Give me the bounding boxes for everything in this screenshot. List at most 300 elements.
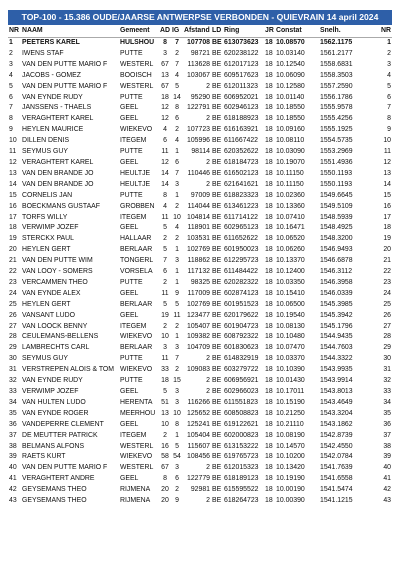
cell-constat: 10.11150 xyxy=(276,180,304,188)
cell-naam: VERAGHTERT KAREL xyxy=(22,158,94,166)
table-row xyxy=(8,202,392,213)
cell-ring: 612017123 xyxy=(224,60,259,68)
cell-ld: BE xyxy=(212,355,222,363)
cell-ring: 602965123 xyxy=(224,224,259,232)
cell-jr: 18 xyxy=(265,497,273,505)
cell-ld: BE xyxy=(212,497,222,505)
cell-jr: 18 xyxy=(265,202,273,210)
cell-gemeente: GEEL xyxy=(120,115,139,123)
cell-ig: 1 xyxy=(175,431,179,439)
cell-nr: 11 xyxy=(9,148,17,156)
cell-naam: CORNELIS JAN xyxy=(22,191,73,199)
cell-ring: 618188923 xyxy=(224,115,259,123)
cell-afstand: 2 xyxy=(206,464,210,472)
cell-naam: LAMBRECHTS CARL xyxy=(22,344,90,352)
cell-nr: 17 xyxy=(9,213,17,221)
cell-nr-right: 34 xyxy=(383,398,391,406)
cell-afstand: 108456 xyxy=(187,453,210,461)
cell-jr: 18 xyxy=(265,311,273,319)
cell-naam: VERWIMP JOZEF xyxy=(22,388,79,395)
cell-afstand: 122779 xyxy=(187,475,210,483)
cell-afstand: 2 xyxy=(206,355,210,363)
cell-ad: 14 xyxy=(161,169,169,177)
cell-nr: 37 xyxy=(9,431,17,439)
cell-jr: 18 xyxy=(265,235,273,243)
cell-jr: 18 xyxy=(265,388,273,395)
cell-gemeente: HULSHOU xyxy=(120,39,155,46)
table-row xyxy=(8,398,392,409)
cell-afstand: 2 xyxy=(206,158,210,166)
cell-afstand: 105407 xyxy=(187,322,210,330)
cell-afstand: 102769 xyxy=(187,300,210,308)
cell-ig: 2 xyxy=(175,486,179,494)
cell-nr-right: 16 xyxy=(383,202,391,210)
cell-nr: 42 xyxy=(9,486,17,494)
cell-ring: 601950023 xyxy=(224,246,259,254)
cell-naam: VAN DEN BRANDE JO xyxy=(22,180,94,188)
cell-ad: 14 xyxy=(161,180,169,188)
cell-ld: BE xyxy=(212,180,222,188)
cell-gemeente: WESTERL xyxy=(120,82,154,90)
cell-ad: 4 xyxy=(163,202,167,210)
cell-nr-right: 17 xyxy=(383,213,391,221)
cell-nr: 21 xyxy=(9,257,17,265)
cell-jr: 18 xyxy=(265,409,273,417)
cell-naam: HEYLEN GERT xyxy=(22,246,71,254)
cell-gemeente: WIEKEVO xyxy=(120,366,153,374)
cell-snelheid: 1551.4936 xyxy=(320,158,353,166)
cell-nr-right: 6 xyxy=(387,93,391,101)
table-row xyxy=(8,114,392,125)
cell-gemeente: ITEGEM xyxy=(120,322,147,330)
cell-ring: 611667422 xyxy=(224,137,258,145)
cell-nr-right: 31 xyxy=(383,366,391,374)
cell-ad: 7 xyxy=(163,257,167,265)
cell-snelheid: 1541.1215 xyxy=(320,497,353,505)
cell-jr: 18 xyxy=(265,191,273,199)
table-row xyxy=(8,191,392,202)
cell-constat: 10.13370 xyxy=(276,257,305,265)
cell-nr-right: 28 xyxy=(383,333,391,341)
cell-afstand: 103067 xyxy=(187,71,210,79)
cell-nr-right: 38 xyxy=(383,442,391,450)
cell-ring: 606952021 xyxy=(224,93,259,101)
cell-ig: 8 xyxy=(175,420,179,428)
cell-nr: 24 xyxy=(9,289,17,297)
cell-ad: 67 xyxy=(161,464,169,472)
cell-jr: 18 xyxy=(265,104,273,112)
cell-snelheid: 1543.4649 xyxy=(320,398,353,406)
cell-naam: VAN EYNDE ALEX xyxy=(22,289,81,297)
cell-nr-right: 30 xyxy=(383,355,391,363)
cell-gemeente: GEEL xyxy=(120,475,139,483)
cell-gemeente: PUTTE xyxy=(120,148,143,156)
cell-snelheid: 1546.3112 xyxy=(320,268,353,276)
cell-ld: BE xyxy=(212,442,222,450)
cell-ad: 18 xyxy=(161,93,169,101)
cell-snelheid: 1548.5939 xyxy=(320,213,353,221)
cell-constat: 10.13360 xyxy=(276,202,305,210)
cell-nr: 38 xyxy=(9,442,17,450)
cell-snelheid: 1545.3985 xyxy=(320,300,353,308)
table-row xyxy=(8,442,392,453)
cell-ring: 618823323 xyxy=(224,191,259,199)
cell-jr: 18 xyxy=(265,268,273,276)
cell-snelheid: 1554.5735 xyxy=(320,137,353,145)
cell-ld: BE xyxy=(212,268,222,276)
cell-snelheid: 1542.0784 xyxy=(320,453,353,461)
cell-ad: 2 xyxy=(163,235,167,243)
table-row xyxy=(8,463,392,474)
cell-gemeente: ITEGEM xyxy=(120,213,147,221)
cell-ad: 67 xyxy=(161,60,169,68)
cell-ld: BE xyxy=(212,39,222,46)
cell-jr: 18 xyxy=(265,464,273,472)
cell-ring: 602000823 xyxy=(224,431,259,439)
cell-ld: BE xyxy=(212,82,222,90)
cell-ld: BE xyxy=(212,104,222,112)
cell-snelheid: 1545.1796 xyxy=(320,322,353,330)
cell-snelheid: 1544.3322 xyxy=(320,355,353,363)
cell-ig: 5 xyxy=(175,300,179,308)
cell-nr: 33 xyxy=(9,388,17,395)
cell-nr: 13 xyxy=(9,169,17,177)
cell-snelheid: 1542.4550 xyxy=(320,442,353,450)
cell-ig: 1 xyxy=(175,191,179,199)
cell-gemeente: HEULTJE xyxy=(120,169,151,177)
cell-snelheid: 1555.4256 xyxy=(320,115,353,123)
cell-ad: 6 xyxy=(163,137,167,145)
cell-ld: BE xyxy=(212,235,222,243)
cell-ld: BE xyxy=(212,49,222,57)
cell-ig: 6 xyxy=(175,115,179,123)
cell-ring: 608792322 xyxy=(224,333,259,341)
table-row xyxy=(8,474,392,485)
cell-gemeente: PUTTE xyxy=(120,377,143,385)
cell-nr-right: 10 xyxy=(383,137,391,145)
cell-naam: GEYSEMANS THEO xyxy=(22,497,87,505)
cell-ld: BE xyxy=(212,137,222,145)
cell-constat: 10.12540 xyxy=(276,60,305,68)
cell-nr-right: 41 xyxy=(383,475,391,483)
cell-gemeente: PUTTE xyxy=(120,278,143,286)
cell-afstand: 107708 xyxy=(187,39,210,46)
cell-nr-right: 25 xyxy=(383,300,391,308)
cell-ld: BE xyxy=(212,148,222,156)
cell-ig: 4 xyxy=(175,224,179,232)
cell-ad: 20 xyxy=(161,486,169,494)
cell-naam: VERCAMMEN THEO xyxy=(22,278,88,286)
cell-ig: 2 xyxy=(175,49,179,57)
cell-constat: 10.10200 xyxy=(276,453,305,461)
cell-nr: 35 xyxy=(9,409,17,417)
cell-afstand: 92981 xyxy=(190,486,210,494)
cell-jr: 18 xyxy=(265,115,273,123)
cell-nr-right: 22 xyxy=(383,268,391,276)
cell-ad: 20 xyxy=(161,497,169,505)
cell-nr: 5 xyxy=(9,82,13,90)
cell-nr-right: 4 xyxy=(387,71,391,79)
col-header-ad: AD xyxy=(159,25,171,38)
cell-ring: 602946123 xyxy=(224,104,259,112)
cell-snelheid: 1544.7603 xyxy=(320,344,353,352)
cell-ld: BE xyxy=(212,344,222,352)
cell-nr-right: 20 xyxy=(383,246,391,254)
cell-gemeente: PUTTE xyxy=(120,355,143,363)
cell-nr: 22 xyxy=(9,268,17,276)
cell-naam: VAN EYNDE RUDY xyxy=(22,93,83,101)
cell-constat: 10.08110 xyxy=(276,137,305,145)
cell-jr: 18 xyxy=(265,224,273,232)
cell-nr: 29 xyxy=(9,344,17,352)
cell-ld: BE xyxy=(212,366,222,374)
cell-afstand: 95290 xyxy=(190,93,210,101)
cell-constat: 10.07410 xyxy=(276,213,305,221)
cell-gemeente: HEULTJE xyxy=(120,180,151,188)
cell-afstand: 103531 xyxy=(187,235,210,243)
cell-ig: 8 xyxy=(175,104,179,112)
cell-ig: 54 xyxy=(173,453,181,461)
cell-ld: BE xyxy=(212,246,222,254)
cell-nr-right: 18 xyxy=(383,224,391,232)
cell-constat: 10.08130 xyxy=(276,322,305,330)
cell-jr: 18 xyxy=(265,333,273,341)
cell-nr-right: 8 xyxy=(387,115,391,123)
cell-gemeente: ITEGEM xyxy=(120,137,147,145)
cell-constat: 10.14570 xyxy=(276,442,305,450)
cell-ig: 1 xyxy=(175,246,179,254)
cell-ld: BE xyxy=(212,377,222,385)
cell-gemeente: WESTERL xyxy=(120,464,154,472)
cell-ring: 620282322 xyxy=(224,278,259,286)
cell-ld: BE xyxy=(212,60,222,68)
cell-constat: 10.17011 xyxy=(276,388,305,395)
cell-afstand: 104814 xyxy=(187,213,210,221)
table-row xyxy=(8,387,392,398)
cell-ld: BE xyxy=(212,464,222,472)
cell-ring: 613073623 xyxy=(224,39,259,46)
cell-nr-right: 23 xyxy=(383,278,391,286)
col-header-naam: NAAM xyxy=(21,25,119,38)
cell-snelheid: 1558.3503 xyxy=(320,71,353,79)
cell-ring: 616502123 xyxy=(224,169,259,177)
cell-jr: 18 xyxy=(265,39,273,46)
cell-ad: 2 xyxy=(163,431,167,439)
cell-ad: 12 xyxy=(161,104,169,112)
cell-naam: DILLEN DENIS xyxy=(22,137,70,145)
cell-afstand: 2 xyxy=(206,377,210,385)
cell-ring: 601951523 xyxy=(224,300,259,308)
cell-jr: 18 xyxy=(265,257,273,265)
cell-nr: 7 xyxy=(9,104,13,112)
cell-nr-right: 9 xyxy=(387,126,391,134)
cell-ad: 5 xyxy=(163,300,167,308)
cell-nr: 34 xyxy=(9,398,17,406)
cell-ad: 19 xyxy=(161,311,169,319)
cell-afstand: 118901 xyxy=(187,224,210,232)
cell-nr-right: 19 xyxy=(383,235,391,243)
cell-ring: 612011323 xyxy=(224,82,258,90)
cell-constat: 10.15410 xyxy=(276,289,305,297)
cell-nr: 1 xyxy=(9,39,13,46)
cell-nr: 6 xyxy=(9,93,13,101)
cell-nr: 28 xyxy=(9,333,17,341)
cell-nr: 14 xyxy=(9,180,17,188)
cell-jr: 18 xyxy=(265,49,273,57)
cell-ig: 6 xyxy=(175,158,179,166)
cell-afstand: 109382 xyxy=(187,333,210,341)
cell-gemeente: WESTERL xyxy=(120,442,154,450)
cell-naam: TORFS WILLY xyxy=(22,213,68,221)
cell-nr-right: 36 xyxy=(383,420,391,428)
cell-naam: JANSSENS - THAELS xyxy=(22,104,92,112)
cell-constat: 10.13420 xyxy=(276,464,305,472)
cell-nr-right: 5 xyxy=(387,82,391,90)
cell-ld: BE xyxy=(212,191,222,199)
cell-nr-right: 32 xyxy=(383,377,391,385)
cell-afstand: 2 xyxy=(206,180,210,188)
cell-snelheid: 1546.6878 xyxy=(320,257,353,265)
cell-ld: BE xyxy=(212,453,222,461)
cell-constat: 10.01430 xyxy=(276,377,305,385)
col-header-ring: Ring xyxy=(223,25,264,38)
cell-ring: 618264723 xyxy=(224,497,259,505)
cell-naam: DE MEUTTER PATRICK xyxy=(22,431,98,439)
cell-naam: PEETERS KAREL xyxy=(22,39,80,46)
cell-ld: BE xyxy=(212,126,222,134)
cell-nr-right: 24 xyxy=(383,289,391,297)
cell-nr-right: 2 xyxy=(387,49,391,57)
cell-ld: BE xyxy=(212,93,222,101)
cell-constat: 10.06260 xyxy=(276,246,305,254)
cell-ring: 616163921 xyxy=(224,126,259,134)
cell-afstand: 115607 xyxy=(187,442,210,450)
cell-naam: RAETS KURT xyxy=(22,453,66,461)
cell-ad: 11 xyxy=(161,289,169,297)
cell-nr: 16 xyxy=(9,202,17,210)
cell-ld: BE xyxy=(212,224,222,232)
cell-ad: 12 xyxy=(161,115,169,123)
cell-afstand: 113628 xyxy=(187,60,210,68)
cell-afstand: 125652 xyxy=(187,409,210,417)
cell-afstand: 2 xyxy=(206,388,210,395)
cell-constat: 10.03140 xyxy=(276,49,305,57)
cell-ig: 7 xyxy=(175,39,179,46)
cell-ig: 3 xyxy=(175,398,179,406)
cell-gemeente: GROBBEN xyxy=(120,202,155,210)
table-row xyxy=(8,332,392,343)
cell-nr: 19 xyxy=(9,235,17,243)
cell-afstand: 105404 xyxy=(187,431,210,439)
cell-nr: 23 xyxy=(9,278,17,286)
cell-ig: 7 xyxy=(175,60,179,68)
cell-ld: BE xyxy=(212,115,222,123)
cell-nr-right: 21 xyxy=(383,257,391,265)
cell-constat: 10.00190 xyxy=(276,486,305,494)
table-row xyxy=(8,60,392,71)
cell-constat: 10.11150 xyxy=(276,169,304,177)
cell-ad: 33 xyxy=(161,366,169,374)
cell-ig: 11 xyxy=(173,311,181,319)
table-row xyxy=(8,452,392,463)
cell-ig: 6 xyxy=(175,475,179,483)
cell-snelheid: 1545.3942 xyxy=(320,311,353,319)
cell-afstand: 122791 xyxy=(187,104,210,112)
cell-ig: 10 xyxy=(173,409,181,417)
cell-ld: BE xyxy=(212,475,222,483)
cell-nr: 41 xyxy=(9,475,17,483)
cell-constat: 10.16471 xyxy=(276,224,305,232)
cell-ring: 618184723 xyxy=(224,158,259,166)
cell-snelheid: 1556.1786 xyxy=(320,93,353,101)
cell-constat: 10.10480 xyxy=(276,333,305,341)
cell-jr: 18 xyxy=(265,169,273,177)
cell-constat: 10.06090 xyxy=(276,71,305,79)
cell-naam: VAN EYNDE RUDY xyxy=(22,377,83,385)
cell-afstand: 98721 xyxy=(190,49,210,57)
table-row xyxy=(8,431,392,442)
cell-ad: 6 xyxy=(163,268,167,276)
cell-gemeente: PUTTE xyxy=(120,93,143,101)
table-row xyxy=(8,343,392,354)
cell-constat: 10.07470 xyxy=(276,344,305,352)
cell-ring: 620352622 xyxy=(224,148,259,156)
cell-nr: 25 xyxy=(9,300,17,308)
cell-ld: BE xyxy=(212,409,222,417)
col-header-afstand: Afstand xyxy=(183,25,211,38)
table-row xyxy=(8,158,392,169)
cell-nr-right: 1 xyxy=(387,39,391,46)
table-row xyxy=(8,103,392,114)
table-row xyxy=(8,485,392,496)
table-row xyxy=(8,49,392,60)
table-row xyxy=(8,496,392,507)
cell-naam: STERCKX PAUL xyxy=(22,235,74,243)
cell-gemeente: RIJMENA xyxy=(120,497,151,505)
cell-ring: 612015323 xyxy=(224,464,259,472)
cell-afstand: 116266 xyxy=(187,398,210,406)
cell-afstand: 2 xyxy=(206,82,210,90)
cell-snelheid: 1546.9493 xyxy=(320,246,353,254)
cell-naam: SEYMUS GUY xyxy=(22,148,68,156)
cell-naam: VAN LOOY - SOMERS xyxy=(22,268,93,276)
cell-ld: BE xyxy=(212,431,222,439)
cell-ig: 3 xyxy=(175,257,179,265)
cell-ig: 4 xyxy=(175,71,179,79)
cell-ring: 611714122 xyxy=(224,213,258,221)
cell-nr-right: 7 xyxy=(387,104,391,112)
cell-naam: GEYSEMANS THEO xyxy=(22,486,87,494)
table-row xyxy=(8,322,392,333)
cell-ad: 13 xyxy=(161,409,169,417)
cell-ad: 67 xyxy=(161,82,169,90)
table-row xyxy=(8,147,392,158)
cell-nr: 2 xyxy=(9,49,13,57)
cell-jr: 18 xyxy=(265,60,273,68)
cell-constat: 10.03090 xyxy=(276,148,305,156)
cell-nr: 18 xyxy=(9,224,17,232)
cell-ld: BE xyxy=(212,322,222,330)
cell-nr: 43 xyxy=(9,497,17,505)
cell-gemeente: BERLAAR xyxy=(120,300,153,308)
cell-constat: 10.09160 xyxy=(276,126,305,134)
cell-snelheid: 1550.1193 xyxy=(320,180,353,188)
cell-jr: 18 xyxy=(265,366,273,374)
cell-ring: 611652622 xyxy=(224,235,258,243)
cell-naam: HEYLEN MAURICE xyxy=(22,126,84,134)
cell-snelheid: 1543.9914 xyxy=(320,377,353,385)
cell-snelheid: 1542.8739 xyxy=(320,431,353,439)
